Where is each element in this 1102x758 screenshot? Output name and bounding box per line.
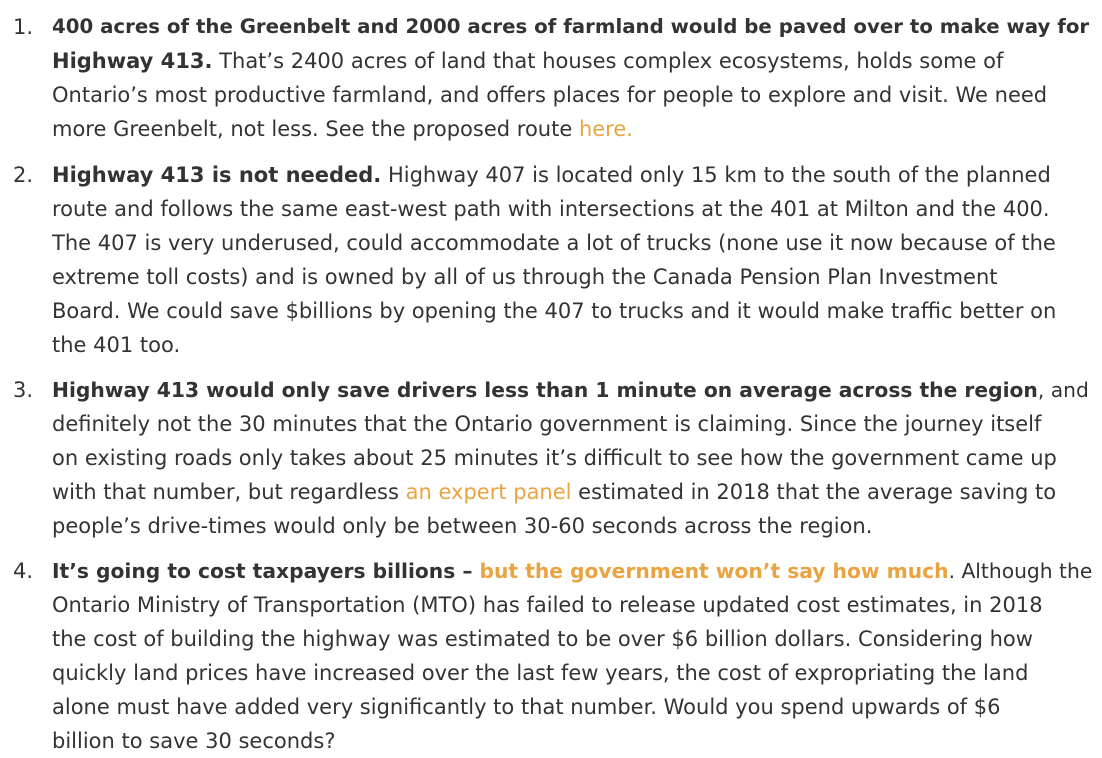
body-text: alone must have added very significantly to that number. Would you spend upwards of $6 [52,695,1001,719]
text-line [52,656,1097,690]
bold-text: Highway 413 is not needed. [52,163,382,187]
text-line [52,10,1097,44]
body-text: , and [1037,378,1089,402]
text-line [52,441,1097,475]
bold-text: It’s going to cost taxpayers billions – [52,559,480,583]
body-text: billion to save 30 seconds? [52,729,336,753]
body-text: people’s drive-times would only be between 30-60 seconds across the region. [52,514,873,538]
bold-text: 400 acres of the Greenbelt and 2000 acres of farmland would be paved over to make way for [52,15,1090,38]
body-text: the 401 too. [52,333,181,357]
text-line [52,78,1097,112]
text-line [52,588,1097,622]
text-line [52,475,1097,509]
text-line [52,622,1097,656]
text-line [52,509,1097,543]
bold-text: Highway 413. [52,49,213,73]
text-line [52,724,1097,758]
text-line [52,192,1097,226]
text-line [52,112,1097,146]
proposed-route-link[interactable]: here. [578,117,633,141]
text-line [52,226,1097,260]
body-text: . Although the [948,559,1093,583]
body-text: quickly land prices have increased over the last few years, the cost of expropriating the land [52,661,1029,685]
body-text: Ontario’s most productive farmland, and offers places for people to explore and visit. We need [52,83,1048,107]
text-line [52,260,1097,294]
text-line [52,44,1097,78]
body-text: Board. We could save $billions by opening the 407 to trucks and it would make traffic better on [52,299,1057,323]
body-text: extreme toll costs) and is owned by all of us through the Canada Pension Plan Investment [52,265,998,289]
body-text: estimated in 2018 that the average saving to [571,480,1057,504]
body-text: definitely not the 30 minutes that the Ontario government is claiming. Since the journey itself [52,412,1042,436]
text-line [52,294,1097,328]
text-line [52,407,1097,441]
body-text: more Greenbelt, not less. See the proposed route [52,117,579,141]
text-line [52,328,1097,362]
list-number: 3. [13,378,34,402]
list-item-text [52,554,1097,758]
list-item-text [52,373,1097,543]
text-line [52,373,1097,407]
body-text: route and follows the same east-west path with intersections at the 401 at Milton and the 400. [52,197,1050,221]
text-line [52,554,1097,588]
body-text: That’s 2400 acres of land that houses complex ecosystems, holds some of [212,49,1004,73]
text-line [52,690,1097,724]
body-text: on existing roads only takes about 25 minutes it’s difficult to see how the government came up [52,446,1057,470]
body-text: The 407 is very underused, could accommodate a lot of trucks (none use it now because of the [52,231,1056,255]
bold-text: Highway 413 would only save drivers less than 1 minute on average across the region [52,378,1038,402]
cost-undisclosed-link[interactable]: but the government won’t say how much [479,559,949,583]
body-text: Ontario Ministry of Transportation (MTO) has failed to release updated cost estimates, in 2018 [52,593,1043,617]
body-text: the cost of building the highway was estimated to be over $6 billion dollars. Considering how [52,627,1033,651]
list-number: 2. [13,163,34,187]
list-number: 1. [13,15,34,39]
body-text: with that number, but regardless [52,480,406,504]
text-line [52,158,1097,192]
expert-panel-link[interactable]: an expert panel [405,480,572,504]
body-text: Highway 407 is located only 15 km to the south of the planned [381,163,1051,187]
list-item-text [52,10,1097,146]
list-item-text [52,158,1097,362]
list-number: 4. [13,559,34,583]
